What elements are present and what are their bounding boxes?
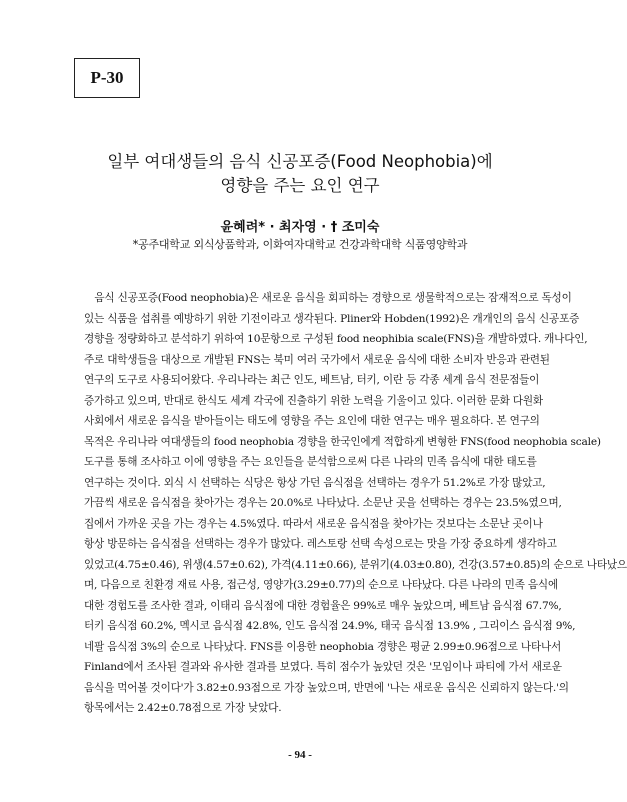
abstract-line: 가끔씩 새로운 음식점을 찾아가는 경우는 20.0%로 나타났다. 소문난 곳을 선택하는 경우는 23.5%였으며,	[84, 497, 562, 509]
abstract-line: 며, 다음으로 친환경 재료 사용, 접근성, 영양가(3.29±0.77)의 순으로 나타났다. 다른 나라의 민족 음식에	[84, 579, 559, 591]
abstract-line: 집에서 가까운 곳을 가는 경우는 4.5%였다. 따라서 새로운 음식점을 찾아가는 것보다는 소문난 곳이나	[84, 517, 543, 530]
page-number: - 94 -	[288, 749, 312, 761]
abstract-body	[84, 288, 627, 719]
authors: 윤혜려* · 최자영 · † 조미숙	[220, 220, 380, 235]
abstract-line: 항목에서는 2.42±0.78점으로 가장 낮았다.	[84, 702, 282, 714]
title-line-1: 일부 여대생들의 음식 신공포증(Food Neophobia)에	[107, 152, 493, 171]
abstract-line: Finland에서 조사된 결과와 유사한 결과를 보였다. 특히 점수가 높았던 것은 '모임이나 파티에 가서 새로운	[84, 661, 562, 673]
paper-title	[60, 150, 540, 198]
abstract-line: 네팔 음식점 3%의 순으로 나타났다. FNS를 이용한 neophobia 경향은 평균 2.99±0.96점으로 나타나서	[84, 640, 562, 653]
abstract-line: 연구의 도구로 사용되어왔다. 우리나라는 최근 인도, 베트남, 터키, 이란 등 각종 세계 음식 전문점들이	[84, 374, 540, 386]
abstract-line: 있는 식품을 섭취를 예방하기 위한 기전이라고 생각된다. Pliner와 Hobden(1992)은 개개인의 음식 신공포증	[84, 312, 580, 325]
abstract-line: 증가하고 있으며, 반대로 한식도 세계 각국에 진출하기 위한 노력을 기울이고 있다. 이러한 문화 다원화	[84, 394, 543, 407]
poster-number: P-30	[90, 68, 124, 87]
abstract-line: 음식 신공포증(Food neophobia)은 새로운 음식을 회피하는 경향으로 생물학적으로는 잠재적으로 독성이	[84, 292, 572, 304]
abstract-line: 사회에서 새로운 음식을 받아들이는 태도에 영향을 주는 요인에 대한 연구는 매우 필요하다. 본 연구의	[84, 415, 540, 427]
abstract-line: 연구하는 것이다. 외식 시 선택하는 식당은 항상 가던 음식점을 선택하는 경우가 51.2%로 가장 많았고,	[84, 476, 546, 489]
affiliation: *공주대학교 외식상품학과, 이화여자대학교 건강과학대학 식품영양학과	[132, 238, 468, 251]
abstract-line: 목적은 우리나라 여대생들의 food neophobia 경향을 한국인에게 적합하게 변형한 FNS(food neophobia scale)	[84, 435, 601, 448]
abstract-line: 항상 방문하는 음식점을 선택하는 경우가 많았다. 레스토랑 선택 속성으로는 맛을 가장 중요하게 생각하고	[84, 538, 557, 550]
abstract-line: 경향을 정량화하고 분석하기 위하여 10문항으로 구성된 food neophibia scale(FNS)을 개발하였다. 캐나다인,	[84, 333, 588, 345]
poster-number-box	[74, 58, 140, 98]
abstract-line: 터키 음식점 60.2%, 멕시코 음식점 42.8%, 인도 음식점 24.9%, 태국 음식점 13.9% , 그리이스 음식점 9%,	[84, 620, 576, 632]
abstract-line: 주로 대학생들을 대상으로 개발된 FNS는 북미 여러 국가에서 새로운 음식에 대한 소비자 반응과 관련된	[84, 353, 550, 366]
abstract-line: 대한 경험도를 조사한 결과, 이태리 음식점에 대한 경험율은 99%로 매우 높았으며, 베트남 음식점 67.7%,	[84, 599, 562, 612]
abstract-line: 음식을 먹어볼 것이다'가 3.82±0.93점으로 가장 높았으며, 반면에 '나는 새로운 음식은 신뢰하지 않는다.'의	[84, 681, 569, 694]
title-line-2: 영향을 주는 요인 연구	[220, 176, 380, 195]
abstract-line: 도구를 통해 조사하고 이에 영향을 주는 요인들을 분석함으로써 다른 나라의 민족 음식에 대한 태도를	[84, 456, 537, 468]
abstract-line: 있었고(4.75±0.46), 위생(4.57±0.62), 가격(4.11±0.66), 분위기(4.03±0.80), 건강(3.57±0.85)의 순으로 나타났으	[84, 558, 627, 571]
